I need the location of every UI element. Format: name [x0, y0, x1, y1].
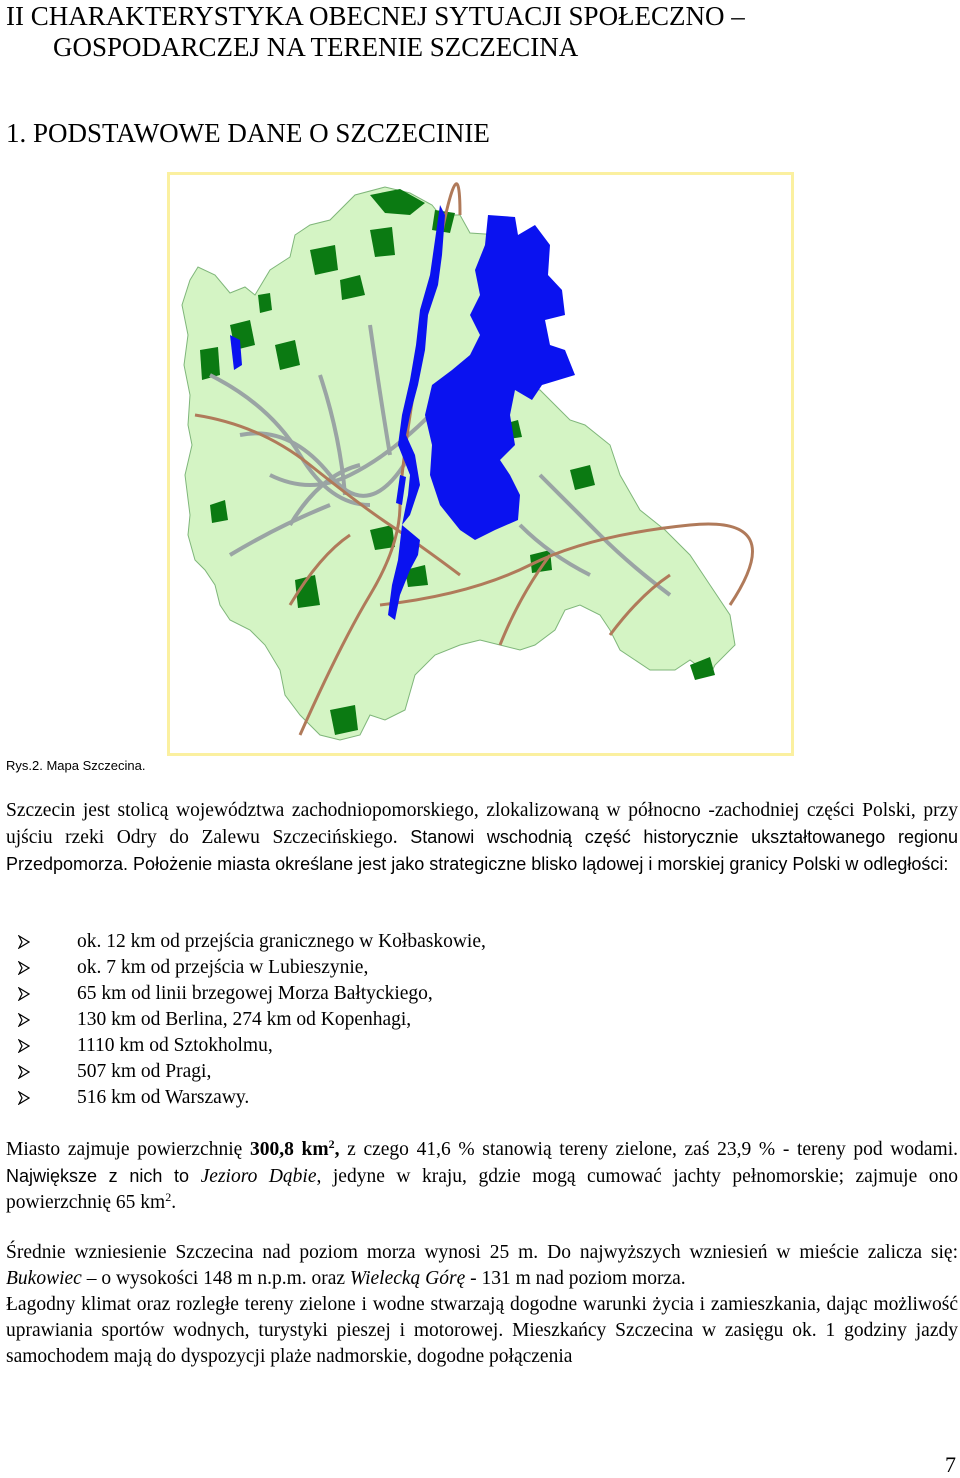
area-comma: ,: [334, 1139, 340, 1160]
elevation-text-4: - 131 m nad poziom morza.: [465, 1268, 686, 1289]
area-text-3: Największe z nich to: [6, 1166, 201, 1186]
hill-name-bukowiec: Bukowiec: [6, 1268, 82, 1289]
elevation-text-3: – o wysokości 148 m n.p.m. oraz: [81, 1268, 350, 1289]
chapter-heading-line2: GOSPODARCZEJ NA TERENIE SZCZECINA: [53, 32, 579, 62]
area-text-1: Miasto zajmuje powierzchnię: [6, 1139, 250, 1160]
city-map: [170, 175, 791, 753]
list-item: [6, 1085, 486, 1111]
elevation-paragraph: [6, 1240, 958, 1370]
figure-caption: Rys.2. Mapa Szczecina.: [6, 758, 146, 773]
section-heading: 1. PODSTAWOWE DANE O SZCZECINIE: [6, 118, 490, 148]
chapter-heading-line1: II CHARAKTERYSTYKA OBECNEJ SYTUACJI SPOŁECZNO –: [6, 1, 745, 31]
list-item-text: 130 km od Berlina, 274 km od Kopenhagi,: [77, 1009, 412, 1030]
arrow-bullet-icon: [18, 1065, 30, 1079]
area-unit-superscript: 2: [328, 1137, 335, 1151]
area-value: [250, 1139, 340, 1160]
arrow-bullet-icon: [18, 1013, 30, 1027]
arrow-bullet-icon: [18, 987, 30, 1001]
list-item: [6, 955, 486, 981]
distance-list: [6, 929, 486, 1111]
list-item-text: 1110 km od Sztokholmu,: [77, 1035, 273, 1056]
arrow-bullet-icon: [18, 935, 30, 949]
intro-serif-text: Szczecin jest stolicą województwa zachodniopomorskiego, zlokalizowaną w północno -zachodniej części Polski, przy ujściu rzeki Odry do Zalewu Szczecińskiego.: [6, 800, 958, 848]
climate-text: Łagodny klimat oraz rozległe tereny zielone i wodne stwarzają dogodne warunki życia i zamieszkania, dając możliwość uprawiania sportów wodnych, turystyki pieszej i motorowej. Mieszkańcy Szczecina w zasięgu ok. 1 godziny jazdy samochodem mają do dyspozycji plaże nadmorskie, dogodne połączenia: [6, 1294, 958, 1367]
list-item: [6, 1007, 486, 1033]
intro-paragraph: [6, 798, 958, 878]
elevation-text-1: Średnie wzniesienie Szczecina nad poziom morza wynosi 25 m.: [6, 1242, 548, 1263]
area-text-5: .: [171, 1192, 177, 1213]
arrow-bullet-icon: [18, 961, 30, 975]
list-item: [6, 981, 486, 1007]
lake-unit-superscript: 2: [165, 1190, 172, 1204]
arrow-bullet-icon: [18, 1039, 30, 1053]
area-text-2: z czego 41,6 % stanowią tereny zielone, zaś 23,9 % - tereny pod wodami.: [339, 1139, 958, 1160]
list-item-text: 507 km od Pragi,: [77, 1061, 212, 1082]
area-value-text: 300,8 km: [249, 1139, 329, 1160]
page-number: 7: [945, 1452, 956, 1477]
area-text-4: , jedyne w kraju, gdzie mogą cumować jachty pełnomorskie; zajmuje ono powierzchnię 65 km: [6, 1166, 958, 1213]
elevation-text-2: Do najwyższych wzniesień w mieście zalicza się:: [547, 1242, 958, 1263]
arrow-bullet-icon: [18, 1091, 30, 1105]
list-item-text: ok. 12 km od przejścia granicznego w Kołbaskowie,: [77, 931, 486, 952]
list-item: [6, 929, 486, 955]
lake-name: Jezioro Dąbie: [200, 1166, 317, 1187]
list-item-text: 516 km od Warszawy.: [77, 1087, 250, 1108]
hill-name-wielecka: Wielecką Górę: [349, 1268, 466, 1289]
list-item-text: ok. 7 km od przejścia w Lubieszynie,: [77, 957, 369, 978]
intro-sans-text: Stanowi wschodnią część historycznie ukształtowanego regionu Przedpomorza. Położenie miasta określane jest jako strategiczne blisko lądowej i morskiej granicy Polski w odległości:: [6, 827, 958, 874]
list-item: [6, 1033, 486, 1059]
list-item-text: 65 km od linii brzegowej Morza Bałtyckiego,: [77, 983, 433, 1004]
list-item: [6, 1059, 486, 1085]
area-paragraph: [6, 1137, 958, 1216]
city-map-figure: [167, 172, 794, 756]
